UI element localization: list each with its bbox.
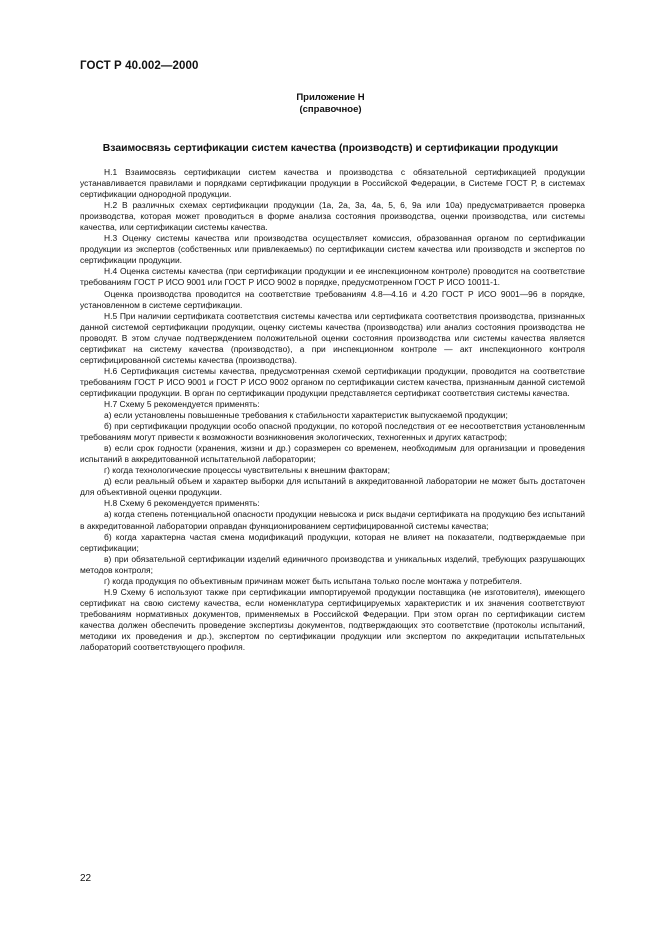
- list-item: а) если установлены повышенные требования к стабильности характеристик выпускаемой продукции;: [104, 410, 508, 421]
- page-number: 22: [80, 873, 92, 884]
- paragraph: Н.9 Схему 6 используют также при сертификации импортируемой продукции поставщика (не изготовителя), имеющего сертификат на свою систему качества, если номенклатура сертифицируемых характеристик и их значения соответствуют требованиям нормативных документов, применяемых в Российской Федерации. При этом орган по сертификации систем качества должен обеспечить проведение экспертизы документов, подтверждающих это соответствие (протоколы испытаний, методики их проведения и др.), экспертом по сертификации продукции или экспертом по аккредитации испытательных лабораторий соответствующего профиля.: [80, 586, 585, 653]
- appendix-label: Приложение Н: [296, 92, 365, 103]
- document-code-header: ГОСТ Р 40.002—2000: [80, 60, 199, 72]
- body-text: [80, 167, 585, 653]
- list-item: г) когда технологические процессы чувствительны к внешним факторам;: [104, 465, 390, 476]
- paragraph: Н.4 Оценка системы качества (при сертификации продукции и ее инспекционном контроле) проводится на соответствие требованиям ГОСТ Р ИСО 9001 или ГОСТ Р ИСО 9002 в порядке, предусмотренном ГОСТ Р ИСО 10011-1.: [80, 266, 585, 288]
- paragraph: Оценка производства проводится на соответствие требованиям 4.8—4.16 и 4.20 ГОСТ Р ИСО 9001—96 в порядке, установленном в системе сертификации.: [80, 288, 585, 310]
- paragraph: Н.8 Схему 6 рекомендуется применять:: [104, 498, 260, 509]
- list-item: г) когда продукция по объективным причинам может быть испытана только после монтажа у потребителя.: [104, 575, 522, 586]
- paragraph: Н.1 Взаимосвязь сертификации систем качества и производства с обязательной сертификацией продукции устанавливается правилами и порядками сертификации продукции в Российской Федерации, в Системе ГОСТ Р, в системах сертификации однородной продукции.: [80, 167, 585, 200]
- section-title: Взаимосвязь сертификации систем качества (производств) и сертификации продукции: [102, 143, 559, 154]
- paragraph: Н.7 Схему 5 рекомендуется применять:: [104, 398, 260, 409]
- paragraph: Н.2 В различных схемах сертификации продукции (1а, 2а, 3а, 4а, 5, 6, 9а или 10а) предусматривается проверка производства, которая может проводиться в форме анализа состояния производства, оценки производства, или системы качества, или сертификации системы качества.: [80, 200, 585, 233]
- list-item: д) если реальный объем и характер выборки для испытаний в аккредитованной лаборатории не может быть достаточен для объективной оценки продукции.: [80, 476, 585, 498]
- list-item: в) если срок годности (хранения, жизни и др.) соразмерен со временем, необходимым для организации и проведения испытаний в аккредитованной испытательной лаборатории;: [80, 443, 585, 465]
- paragraph: Н.6 Сертификация системы качества, предусмотренная схемой сертификации продукции, проводится на соответствие требованиям ГОСТ Р ИСО 9001 и ГОСТ Р ИСО 9002 органом по сертификации систем качества, признанным данной системой сертификации продукции. В орган по сертификации продукции представляется сертификат соответствия системы качества.: [80, 365, 585, 398]
- list-item: а) когда степень потенциальной опасности продукции невысока и риск выдачи сертификата на продукцию без испытаний в аккредитованной лаборатории оправдан функционированием сертифицированной системы качества;: [80, 509, 585, 531]
- list-item: б) при сертификации продукции особо опасной продукции, по которой последствия от ее несоответствия установленным требованиям могут привести к возможности возникновения экологических, техногенных и других катастроф;: [80, 421, 585, 443]
- list-item: б) когда характерна частая смена модификаций продукции, которая не влияет на показатели, подтверждаемые при сертификации;: [80, 531, 585, 553]
- list-item: в) при обязательной сертификации изделий единичного производства и уникальных изделий, требующих разрушающих методов контроля;: [80, 553, 585, 575]
- appendix-type: (справочное): [299, 104, 362, 115]
- paragraph: Н.3 Оценку системы качества или производства осуществляет комиссия, образованная органом по сертификации продукции из экспертов (собственных или привлекаемых) по сертификации систем качества или производств и экспертов по сертификации продукции.: [80, 233, 585, 266]
- paragraph: Н.5 При наличии сертификата соответствия системы качества или сертификата соответствия производства, признанных данной системой сертификации продукции, оценку системы качества (производства) или анализ состояния производства не проводят. В этом случае подтверждением положительной оценки состояния производства или системы качества является сертификат на систему качества (производство), а при инспекционном контроле — акт инспекционного контроля сертифицированной системы качества (производства).: [80, 310, 585, 365]
